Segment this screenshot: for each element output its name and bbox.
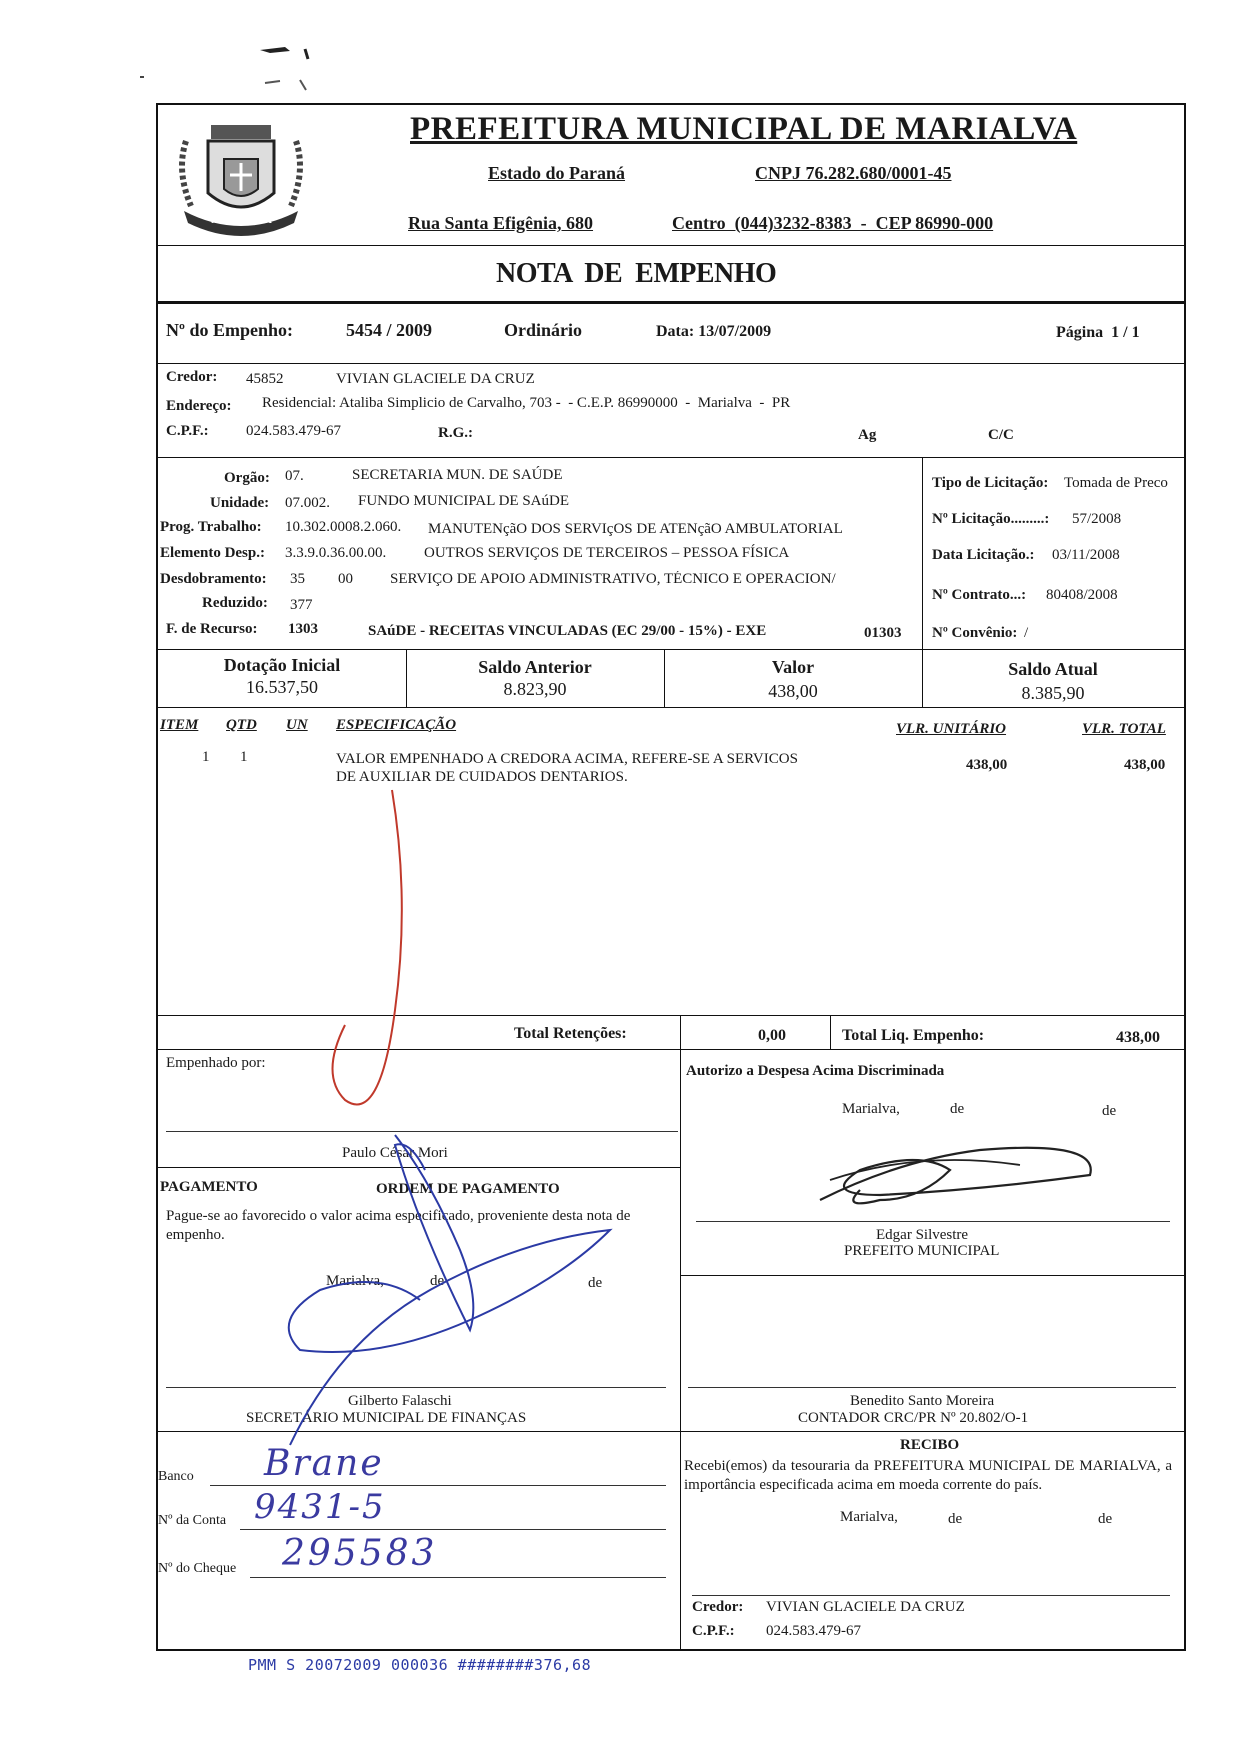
page-number: Página 1 / 1 (1056, 324, 1140, 341)
saldo-anterior-value: 8.823,90 (503, 679, 567, 699)
autorizo-de-1: de (950, 1101, 965, 1117)
recibo-credor-label: Credor: (692, 1599, 744, 1615)
rg-label: R.G.: (438, 425, 473, 441)
credor-label: Credor: (166, 369, 218, 385)
empenho-type: Ordinário (504, 320, 583, 340)
desdobramento-name: SERVIÇO DE APOIO ADMINISTRATIVO, TÉCNICO E OPERACION/ (390, 571, 836, 587)
address-label: Endereço: (166, 398, 232, 414)
recurso-code: 1303 (288, 621, 318, 637)
orgao-label: Orgão: (224, 470, 270, 486)
item-total-value: 438,00 (1124, 757, 1166, 773)
prog-code: 10.302.0008.2.060. (285, 519, 402, 535)
orgao-name: SECRETARIA MUN. DE SAÚDE (352, 467, 563, 483)
pagamento-marialva: Marialva, (326, 1273, 384, 1289)
empenhado-label: Empenhado por: (166, 1055, 266, 1071)
pagamento-de-2: de (588, 1275, 603, 1291)
empenho-number: 5454 / 2009 (346, 320, 433, 340)
contador-title: CONTADOR CRC/PR Nº 20.802/O-1 (798, 1410, 1029, 1426)
recurso-code-2: 01303 (864, 625, 902, 641)
valor-label: Valor (771, 657, 815, 677)
autorizo-marialva: Marialva, (842, 1101, 900, 1117)
pagamento-text: Pague-se ao favorecido o valor acima especificado, proveniente desta nota de empenho. (166, 1208, 631, 1243)
col-un: UN (286, 717, 308, 733)
cpf-label: C.P.F.: (166, 423, 209, 439)
desdobramento-a: 35 (290, 571, 305, 587)
prefeito-title: PREFEITO MUNICIPAL (844, 1243, 1000, 1259)
elemento-label: Elemento Desp.: (160, 545, 265, 561)
recibo-credor-value: VIVIAN GLACIELE DA CRUZ (766, 1599, 965, 1615)
dotacao-label: Dotação Inicial (223, 655, 341, 675)
empenho-label: Nº do Empenho: (166, 320, 293, 340)
valor-value: 438,00 (768, 681, 818, 701)
liquido-label: Total Liq. Empenho: (842, 1027, 985, 1044)
footer-stamp: PMM S 20072009 000036 ########376,68 (248, 1656, 592, 1674)
credor-name: VIVIAN GLACIELE DA CRUZ (336, 371, 535, 387)
page-title: PREFEITURA MUNICIPAL DE MARIALVA (410, 111, 1078, 147)
saldo-atual-label: Saldo Atual (1008, 659, 1098, 679)
empenhado-name: Paulo César Mori (342, 1145, 448, 1161)
cheque-label: Nº do Cheque (158, 1561, 237, 1576)
empenho-date: Data: 13/07/2009 (656, 323, 772, 340)
municipal-crest (166, 111, 316, 241)
crest-banner-text: MARIALVA (211, 215, 273, 226)
pagamento-label: PAGAMENTO (160, 1179, 258, 1195)
recibo-text: Recebi(emos) da tesouraria da PREFEITURA MUNICIPAL DE MARIALVA, a importância especificada acima em moeda corrente do país. (684, 1458, 1172, 1493)
elemento-code: 3.3.9.0.36.00.00. (285, 545, 387, 561)
conta-label: Nº da Conta (158, 1513, 227, 1528)
elemento-name: OUTROS SERVIÇOS DE TERCEIROS – PESSOA FÍSICA (424, 545, 790, 561)
recibo-cpf-label: C.P.F.: (692, 1623, 735, 1639)
licitacao-number-value: 57/2008 (1072, 511, 1122, 527)
col-unit-value: VLR. UNITÁRIO (896, 721, 1007, 737)
nota-de-empenho-form (156, 103, 1186, 1651)
header-street: Rua Santa Efigênia, 680 (408, 213, 594, 233)
reduzido-label: Reduzido: (202, 595, 268, 611)
tipo-licitacao-value: Tomada de Preco (1064, 475, 1168, 491)
header-state: Estado do Paraná (488, 163, 626, 183)
item-qtd: 1 (240, 749, 248, 765)
item-unit-value: 438,00 (966, 757, 1008, 773)
ag-label: Ag (858, 427, 877, 443)
contador-name: Benedito Santo Moreira (850, 1393, 995, 1409)
prefeito-name: Edgar Silvestre (876, 1227, 969, 1243)
credor-code: 45852 (246, 371, 284, 387)
item-spec-line2: DE AUXILIAR DE CUIDADOS DENTARIOS. (336, 769, 628, 785)
unidade-label: Unidade: (210, 495, 270, 511)
col-qtd: QTD (226, 717, 257, 733)
item-number: 1 (202, 749, 210, 765)
secretario-name: Gilberto Falaschi (348, 1393, 452, 1409)
secretario-title: SECRETÁRIO MUNICIPAL DE FINANÇAS (246, 1410, 527, 1426)
prog-label: Prog. Trabalho: (160, 519, 262, 535)
tipo-licitacao-label: Tipo de Licitação: (932, 475, 1049, 491)
contrato-label: Nº Contrato...: (932, 587, 1027, 603)
autorizo-de-2: de (1102, 1103, 1117, 1119)
banco-value: Brane (264, 1443, 384, 1484)
autorizo-label: Autorizo a Despesa Acima Discriminada (686, 1063, 945, 1079)
convenio-value: / (1024, 625, 1029, 641)
liquido-value: 438,00 (1116, 1029, 1160, 1046)
address-value: Residencial: Ataliba Simplicio de Carvalho, 703 - - C.E.P. 86990000 - Marialva - PR (262, 395, 791, 411)
col-total-value: VLR. TOTAL (1082, 721, 1166, 737)
document-title: NOTA DE EMPENHO (496, 258, 777, 289)
unidade-code: 07.002. (285, 495, 330, 511)
convenio-label: Nº Convênio: (932, 625, 1018, 641)
banco-label: Banco (158, 1469, 194, 1484)
recibo-de-2: de (1098, 1511, 1113, 1527)
retencoes-label: Total Retenções: (514, 1025, 627, 1042)
col-spec: ESPECIFICAÇÃO (336, 717, 457, 733)
unidade-name: FUNDO MUNICIPAL DE SAúDE (358, 493, 569, 509)
recibo-marialva: Marialva, (840, 1509, 898, 1525)
orgao-code: 07. (285, 468, 304, 484)
dotacao-value: 16.537,50 (246, 677, 318, 697)
saldo-atual-value: 8.385,90 (1021, 683, 1085, 703)
contrato-value: 80408/2008 (1046, 587, 1118, 603)
prog-name: MANUTENçãO DOS SERVIçOS DE ATENçãO AMBULATORIAL (428, 521, 843, 537)
desdobramento-label: Desdobramento: (160, 571, 267, 587)
recurso-name: SAúDE - RECEITAS VINCULADAS (EC 29/00 - 15%) - EXE (368, 623, 767, 639)
col-item: ITEM (160, 717, 199, 733)
cheque-value: 295583 (282, 1533, 438, 1574)
reduzido-value: 377 (290, 597, 313, 613)
item-spec-line1: VALOR EMPENHADO A CREDORA ACIMA, REFERE-SE A SERVICOS (336, 751, 798, 767)
licitacao-date-label: Data Licitação.: (932, 547, 1035, 563)
saldo-anterior-label: Saldo Anterior (478, 657, 592, 677)
ordem-pagamento-label: ORDEM DE PAGAMENTO (376, 1181, 560, 1197)
recibo-label: RECIBO (900, 1437, 960, 1453)
desdobramento-b: 00 (338, 571, 353, 587)
recurso-label: F. de Recurso: (166, 621, 258, 637)
licitacao-number-label: Nº Licitação.........: (932, 511, 1050, 527)
recibo-cpf-value: 024.583.479-67 (766, 1623, 861, 1639)
header-cnpj: CNPJ 76.282.680/0001-45 (755, 163, 952, 183)
cc-label: C/C (988, 427, 1014, 443)
conta-value: 9431-5 (254, 1487, 386, 1527)
header-contact: Centro (044)3232-8383 - CEP 86990-000 (672, 213, 994, 233)
licitacao-date-value: 03/11/2008 (1052, 547, 1120, 563)
recibo-de-1: de (948, 1511, 963, 1527)
pagamento-de-1: de (430, 1273, 445, 1289)
cpf-value: 024.583.479-67 (246, 423, 341, 439)
retencoes-value: 0,00 (758, 1027, 786, 1044)
